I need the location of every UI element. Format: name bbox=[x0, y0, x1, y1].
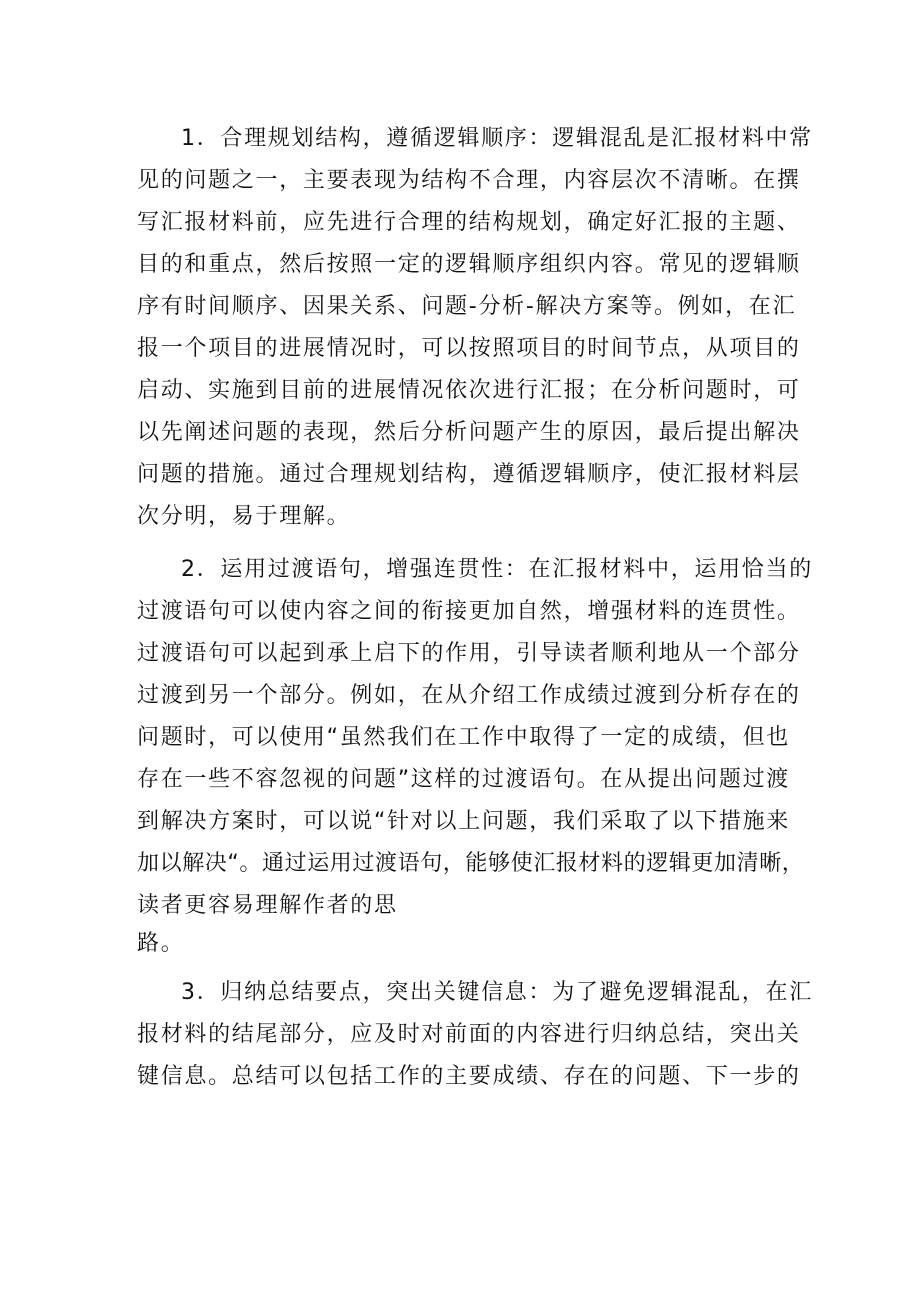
paragraph-line: 见的问题之一，主要表现为结构不合理，内容层次不清晰。在撰 bbox=[137, 168, 801, 193]
paragraph-line: 问题时，可以使用“虽然我们在工作中取得了一定的成绩，但也 bbox=[137, 725, 790, 750]
document-body bbox=[137, 118, 813, 1109]
paragraph-line: 次分明，易于理解。 bbox=[137, 504, 351, 529]
paragraph-line: 3．归纳总结要点，突出关键信息：为了避免逻辑混乱，在汇 bbox=[181, 980, 813, 1005]
paragraph-line: 过渡语句可以起到承上启下的作用，引导读者顺利地从一个部分 bbox=[137, 641, 801, 666]
paragraph-line: 键信息。总结可以包括工作的主要成绩、存在的问题、下一步的 bbox=[137, 1064, 801, 1089]
paragraph-line: 报材料的结尾部分，应及时对前面的内容进行归纳总结，突出关 bbox=[137, 1022, 801, 1047]
paragraph-line: 序有时间顺序、因果关系、问题-分析-解决方案等。例如，在汇 bbox=[137, 294, 797, 319]
paragraph-line: 读者更容易理解作者的思 bbox=[137, 893, 398, 918]
paragraph-line: 过渡到另一个部分。例如，在从介绍工作成绩过渡到分析存在的 bbox=[137, 683, 801, 708]
paragraph-2 bbox=[137, 549, 813, 961]
paragraph-line: 目的和重点，然后按照一定的逻辑顺序组织内容。常见的逻辑顺 bbox=[137, 252, 801, 277]
paragraph-1 bbox=[137, 118, 813, 538]
paragraph-3 bbox=[137, 972, 813, 1098]
paragraph-line: 问题的措施。通过合理规划结构，遵循逻辑顺序，使汇报材料层 bbox=[137, 462, 801, 487]
paragraph-line: 过渡语句可以使内容之间的衔接更加自然，增强材料的连贯性。 bbox=[137, 599, 801, 624]
paragraph-line: 启动、实施到目前的进展情况依次进行汇报；在分析问题时，可 bbox=[137, 378, 801, 403]
paragraph-line: 存在一些不容忽视的问题”这样的过渡语句。在从提出问题过渡 bbox=[137, 767, 790, 792]
paragraph-line: 1．合理规划结构，遵循逻辑顺序：逻辑混乱是汇报材料中常 bbox=[181, 126, 813, 151]
paragraph-line: 到解决方案时，可以说“针对以上问题，我们采取了以下措施来 bbox=[137, 809, 790, 834]
paragraph-line: 报一个项目的进展情况时，可以按照项目的时间节点，从项目的 bbox=[137, 336, 801, 361]
paragraph-line: 以先阐述问题的表现，然后分析问题产生的原因，最后提出解决 bbox=[137, 420, 801, 445]
paragraph-line: 写汇报材料前，应先进行合理的结构规划，确定好汇报的主题、 bbox=[137, 210, 801, 235]
paragraph-line: 路。 bbox=[137, 931, 185, 956]
paragraph-line: 2．运用过渡语句，增强连贯性：在汇报材料中，运用恰当的 bbox=[181, 557, 813, 582]
paragraph-line: 加以解决“。通过运用过渡语句，能够使汇报材料的逻辑更加清晰， bbox=[137, 851, 805, 876]
